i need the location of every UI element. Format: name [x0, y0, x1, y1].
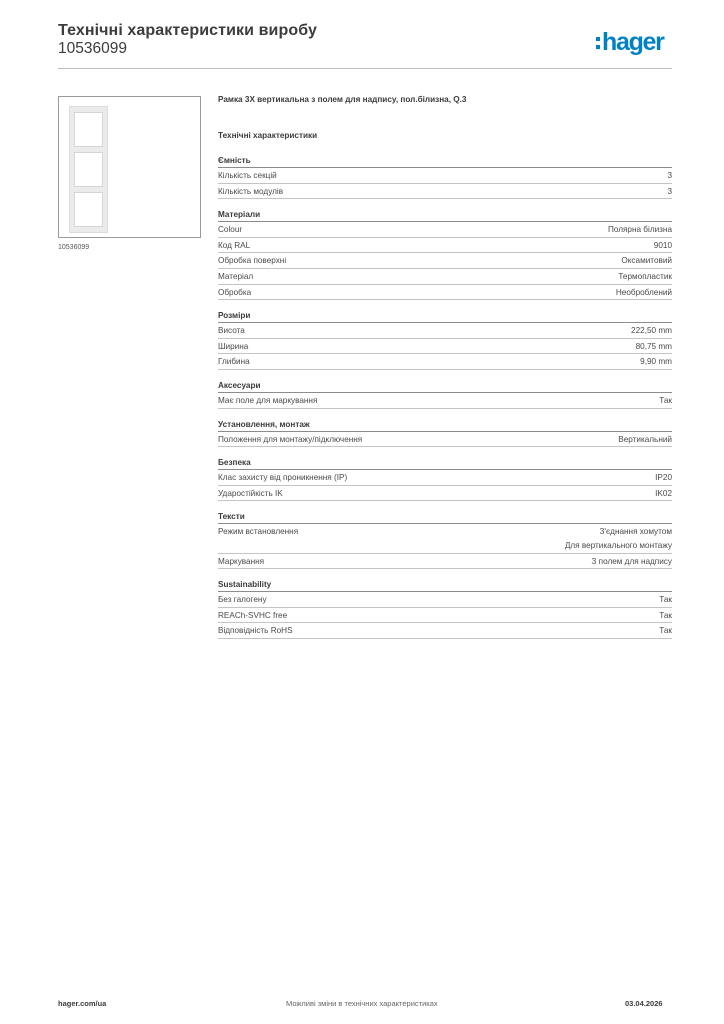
spec-label: Відповідність RoHS [218, 626, 293, 636]
spec-value-line: Оксамитовий [621, 256, 672, 266]
spec-section [218, 418, 672, 448]
spec-row [218, 184, 672, 200]
spec-value [621, 254, 672, 268]
spec-row [218, 339, 672, 355]
spec-row [218, 269, 672, 285]
section-title: Безпека [218, 456, 672, 470]
spec-row [218, 486, 672, 502]
spec-value-line: Полярна білизна [607, 225, 672, 235]
page-title: Технічні характеристики виробу [58, 22, 317, 39]
spec-value-line: З'єднання хомутом [599, 527, 672, 537]
spec-label: Кількість секцій [218, 171, 277, 180]
spec-value [659, 394, 672, 408]
spec-label: Має поле для маркування [218, 395, 318, 405]
frame-illustration [69, 106, 108, 233]
spec-value [636, 340, 672, 354]
spec-value [655, 487, 672, 501]
spec-value-line: Так [659, 610, 672, 620]
spec-value [618, 433, 672, 447]
spec-value-line: 222,50 mm [631, 326, 672, 336]
spec-row [218, 354, 672, 370]
spec-value-line: 9,90 mm [640, 357, 672, 367]
section-title: Матеріали [218, 208, 672, 222]
section-title: Тексти [218, 510, 672, 524]
spec-table [218, 154, 672, 648]
spec-label: REACh-SVHC free [218, 610, 288, 620]
spec-label: Глибина [218, 357, 250, 367]
section-title: Ємність [218, 154, 672, 168]
spec-row [218, 524, 672, 553]
footer-website-link[interactable]: hager.com/ua [58, 999, 107, 1008]
spec-section [218, 578, 672, 639]
spec-value-line: Так [659, 395, 672, 405]
spec-value-line: IK02 [655, 488, 672, 498]
spec-row [218, 608, 672, 624]
spec-value [659, 593, 672, 607]
spec-value [659, 624, 672, 638]
spec-row [218, 253, 672, 269]
spec-value-line: IP20 [655, 473, 672, 483]
spec-value-line: Термопластик [618, 271, 672, 281]
product-code: 10536099 [58, 40, 127, 57]
spec-value-line: 9010 [653, 240, 672, 250]
spec-value [640, 355, 672, 369]
spec-value [655, 471, 672, 485]
spec-label: Colour [218, 225, 243, 235]
spec-section [218, 154, 672, 199]
spec-value [667, 185, 672, 199]
spec-row [218, 238, 672, 254]
spec-row [218, 470, 672, 486]
spec-label: Обробка [218, 287, 252, 297]
section-title: Аксесуари [218, 379, 672, 393]
spec-label: Без галогену [218, 595, 267, 605]
section-title: Sustainability [218, 578, 672, 592]
spec-label: Ударостійкість IK [218, 488, 283, 498]
spec-label: Матеріал [218, 271, 254, 281]
image-caption: 10536099 [58, 244, 90, 251]
spec-row [218, 432, 672, 448]
spec-label: Висота [218, 326, 245, 336]
spec-label: Положення для монтажу/підключення [218, 434, 363, 444]
spec-section [218, 309, 672, 370]
spec-label: Код RAL [218, 240, 251, 250]
spec-value-line: 3 [667, 171, 672, 180]
spec-value [631, 324, 672, 338]
section-title: Розміри [218, 309, 672, 323]
spec-row [218, 168, 672, 184]
frame-slot [74, 152, 103, 187]
hager-logo[interactable] [596, 27, 664, 57]
spec-value [654, 239, 672, 253]
spec-row [218, 554, 672, 570]
frame-slot [74, 192, 103, 227]
spec-row [218, 623, 672, 639]
spec-value-line: 80,75 mm [635, 341, 672, 351]
spec-value-line: 3 [667, 186, 672, 196]
spec-value [591, 555, 672, 569]
spec-label: Клас захисту від проникнення (IP) [218, 473, 348, 483]
spec-row [218, 285, 672, 301]
spec-row [218, 592, 672, 608]
spec-value [667, 169, 672, 183]
spec-heading: Технічні характеристики [218, 131, 318, 140]
spec-label: Режим встановлення [218, 527, 299, 537]
spec-value-line: Так [659, 595, 672, 605]
spec-value [618, 270, 672, 284]
spec-value [565, 525, 672, 552]
product-image [58, 96, 201, 238]
spec-value-line: Для вертикального монтажу [564, 540, 672, 550]
logo-dots-icon [596, 37, 600, 49]
spec-value-line: Вертикальний [618, 434, 672, 444]
spec-row [218, 222, 672, 238]
spec-section [218, 379, 672, 409]
spec-label: Кількість модулів [218, 186, 284, 196]
spec-label: Ширина [218, 341, 249, 351]
spec-section [218, 456, 672, 501]
spec-section [218, 208, 672, 300]
header-divider [58, 68, 672, 69]
product-name: Рамка 3X вертикальна з полем для надпису, пол.білизна, Q.3 [218, 95, 467, 104]
footer-date: 03.04.2026 [625, 999, 663, 1008]
spec-section [218, 510, 672, 569]
spec-value [608, 223, 672, 237]
spec-label: Обробка поверхні [218, 256, 287, 266]
spec-value-line: З полем для надпису [591, 556, 672, 566]
section-title: Установлення, монтаж [218, 418, 672, 432]
logo-text: hager [602, 27, 664, 56]
spec-value [659, 609, 672, 623]
spec-row [218, 323, 672, 339]
spec-label: Маркування [218, 556, 265, 566]
spec-value [616, 286, 672, 300]
footer-note: Можливі зміни в технічних характеристиках [286, 999, 438, 1008]
spec-row [218, 393, 672, 409]
spec-value-line: Так [659, 626, 672, 636]
frame-slot [74, 112, 103, 147]
spec-value-line: Необроблений [615, 287, 672, 297]
